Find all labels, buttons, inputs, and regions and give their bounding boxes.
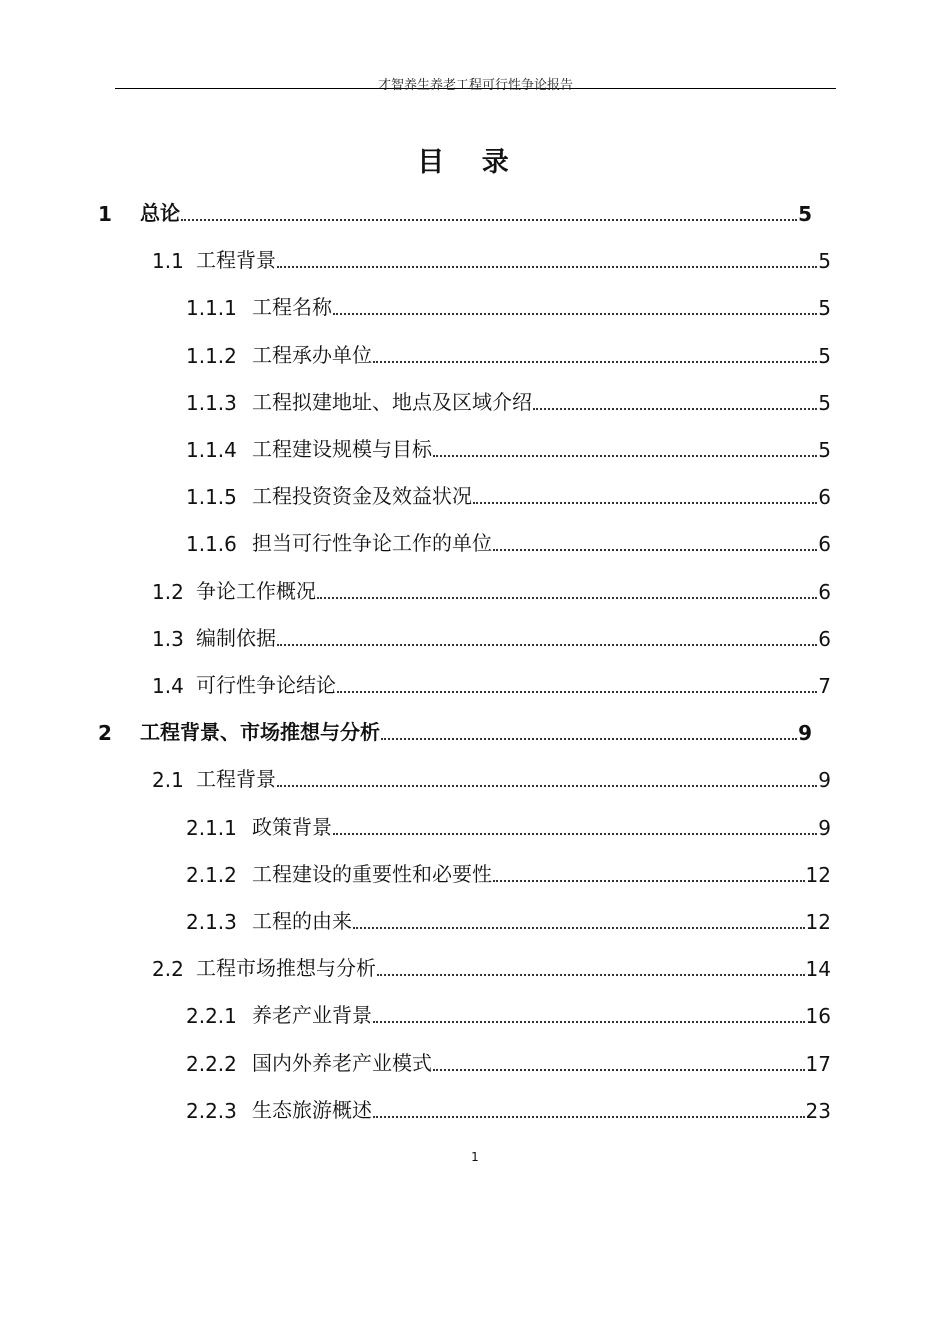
toc-dot-leader — [277, 643, 817, 646]
toc-entry-number: 1.4 — [152, 674, 184, 698]
toc-entry-number: 2.2 — [152, 957, 184, 982]
page-title: 目 录 — [417, 147, 523, 178]
toc-entry-page: 12 — [805, 862, 831, 887]
toc-entry[interactable] — [152, 760, 831, 792]
toc-entry-title: 工程承办单位 — [252, 342, 372, 367]
toc-entry-number: 1.1.2 — [186, 343, 237, 368]
toc-entry-page: 14 — [805, 957, 831, 982]
toc-entry-page: 9 — [818, 768, 831, 793]
toc-dot-leader — [373, 1115, 805, 1118]
toc-entry-page: 5 — [818, 296, 831, 321]
toc-dot-leader — [473, 501, 817, 504]
toc-dot-leader — [377, 973, 805, 976]
toc-entry-title: 总论 — [140, 201, 180, 225]
toc-entry[interactable] — [186, 336, 831, 368]
toc-entry-page: 7 — [818, 674, 831, 698]
toc-entry-number: 1 — [98, 202, 112, 226]
page-number: 1 — [471, 1150, 479, 1164]
toc-entry-page: 6 — [818, 626, 831, 651]
toc-entry-page: 23 — [805, 1098, 831, 1123]
toc-dot-leader — [493, 548, 817, 551]
toc-entry[interactable] — [186, 855, 831, 887]
toc-entry-page: 5 — [818, 249, 831, 274]
toc-entry-page: 5 — [818, 343, 831, 368]
toc-dot-leader — [373, 360, 817, 363]
toc-entry-number: 2.1.2 — [186, 862, 237, 887]
toc-dot-leader — [317, 596, 817, 599]
toc-entry[interactable] — [186, 902, 831, 934]
toc-entry-title: 政策背景 — [252, 814, 332, 839]
toc-entry-number: 2.1.3 — [186, 910, 237, 934]
toc-entry-page: 5 — [798, 202, 812, 226]
toc-dot-leader — [533, 407, 817, 410]
toc-entry-number: 1.3 — [152, 626, 184, 651]
toc-entry-title: 养老产业背景 — [252, 1003, 372, 1028]
toc-dot-leader — [337, 690, 817, 693]
toc-entry-number: 2.1 — [152, 768, 184, 793]
toc-entry-number: 2 — [98, 721, 112, 746]
toc-entry-number: 1.1.6 — [186, 532, 237, 557]
toc-dot-leader — [333, 312, 817, 315]
toc-entry-title: 工程名称 — [252, 295, 332, 320]
toc-entry-title: 工程背景 — [196, 767, 276, 792]
toc-entry-number: 2.2.1 — [186, 1004, 237, 1029]
toc-dot-leader — [433, 1068, 805, 1071]
header-text: 才智养生养老工程可行性争论报告 — [377, 78, 573, 93]
toc-entry-title: 工程建设规模与目标 — [252, 437, 432, 461]
toc-dot-leader — [277, 265, 817, 268]
toc-entry[interactable] — [152, 949, 831, 981]
toc-entry-title: 工程背景、市场推想与分析 — [140, 720, 380, 745]
toc-entry-title: 工程的由来 — [252, 909, 352, 933]
toc-entry-page: 17 — [805, 1051, 831, 1076]
toc-entry-title: 工程背景 — [196, 248, 276, 273]
toc-entry[interactable] — [98, 194, 812, 226]
toc-entry[interactable] — [186, 808, 831, 840]
toc-entry[interactable] — [98, 713, 812, 745]
toc-entry-title: 可行性争论结论 — [196, 673, 336, 697]
toc-entry-title: 国内外养老产业模式 — [252, 1050, 432, 1075]
toc-entry[interactable] — [186, 1091, 831, 1123]
toc-entry-title: 编制依据 — [196, 625, 276, 650]
toc-dot-leader — [333, 832, 817, 835]
toc-entry-number: 1.1.3 — [186, 390, 237, 415]
toc-entry-page: 5 — [818, 390, 831, 415]
toc-entry[interactable] — [186, 996, 831, 1028]
running-header — [115, 72, 836, 93]
toc-entry-number: 2.2.3 — [186, 1098, 237, 1123]
toc-dot-leader — [381, 737, 797, 740]
toc-dot-leader — [493, 879, 805, 882]
toc-entry[interactable] — [186, 524, 831, 556]
toc-entry-number: 2.2.2 — [186, 1051, 237, 1076]
toc-entry[interactable] — [186, 1044, 831, 1076]
toc-entry-number: 1.2 — [152, 579, 184, 604]
toc-entry-number: 2.1.1 — [186, 815, 237, 840]
toc-entry-page: 6 — [818, 532, 831, 557]
toc-entry-page: 16 — [805, 1004, 831, 1029]
toc-dot-leader — [373, 1020, 805, 1023]
toc-entry[interactable] — [152, 241, 831, 273]
toc-entry[interactable] — [152, 619, 831, 651]
toc-dot-leader — [433, 454, 817, 457]
toc-entry[interactable] — [186, 288, 831, 320]
toc-entry-page: 9 — [798, 721, 812, 746]
toc-entry-page: 9 — [818, 815, 831, 840]
toc-entry-title: 争论工作概况 — [196, 578, 316, 603]
toc-entry-title: 工程拟建地址、地点及区域介绍 — [252, 389, 532, 414]
toc-entry-page: 6 — [818, 485, 831, 510]
toc-entry-number: 1.1.5 — [186, 485, 237, 510]
toc-entry-title: 工程市场推想与分析 — [196, 956, 376, 981]
toc-dot-leader — [181, 218, 797, 221]
toc-entry-page: 12 — [805, 910, 831, 934]
toc-entry[interactable] — [152, 666, 831, 698]
toc-entry-title: 工程投资资金及效益状况 — [252, 484, 472, 509]
toc-entry-title: 工程建设的重要性和必要性 — [252, 861, 492, 886]
toc-entry[interactable] — [186, 430, 831, 462]
toc-dot-leader — [277, 784, 817, 787]
toc-entry[interactable] — [186, 477, 831, 509]
toc-entry-title: 生态旅游概述 — [252, 1097, 372, 1122]
toc-entry-number: 1.1.4 — [186, 438, 237, 462]
toc-entry-number: 1.1.1 — [186, 296, 237, 321]
toc-entry-page: 6 — [818, 579, 831, 604]
toc-dot-leader — [353, 926, 805, 929]
toc-entry[interactable] — [152, 572, 831, 604]
toc-entry[interactable] — [186, 383, 831, 415]
toc-entry-number: 1.1 — [152, 249, 184, 274]
toc-entry-title: 担当可行性争论工作的单位 — [252, 531, 492, 556]
toc-entry-page: 5 — [818, 438, 831, 462]
